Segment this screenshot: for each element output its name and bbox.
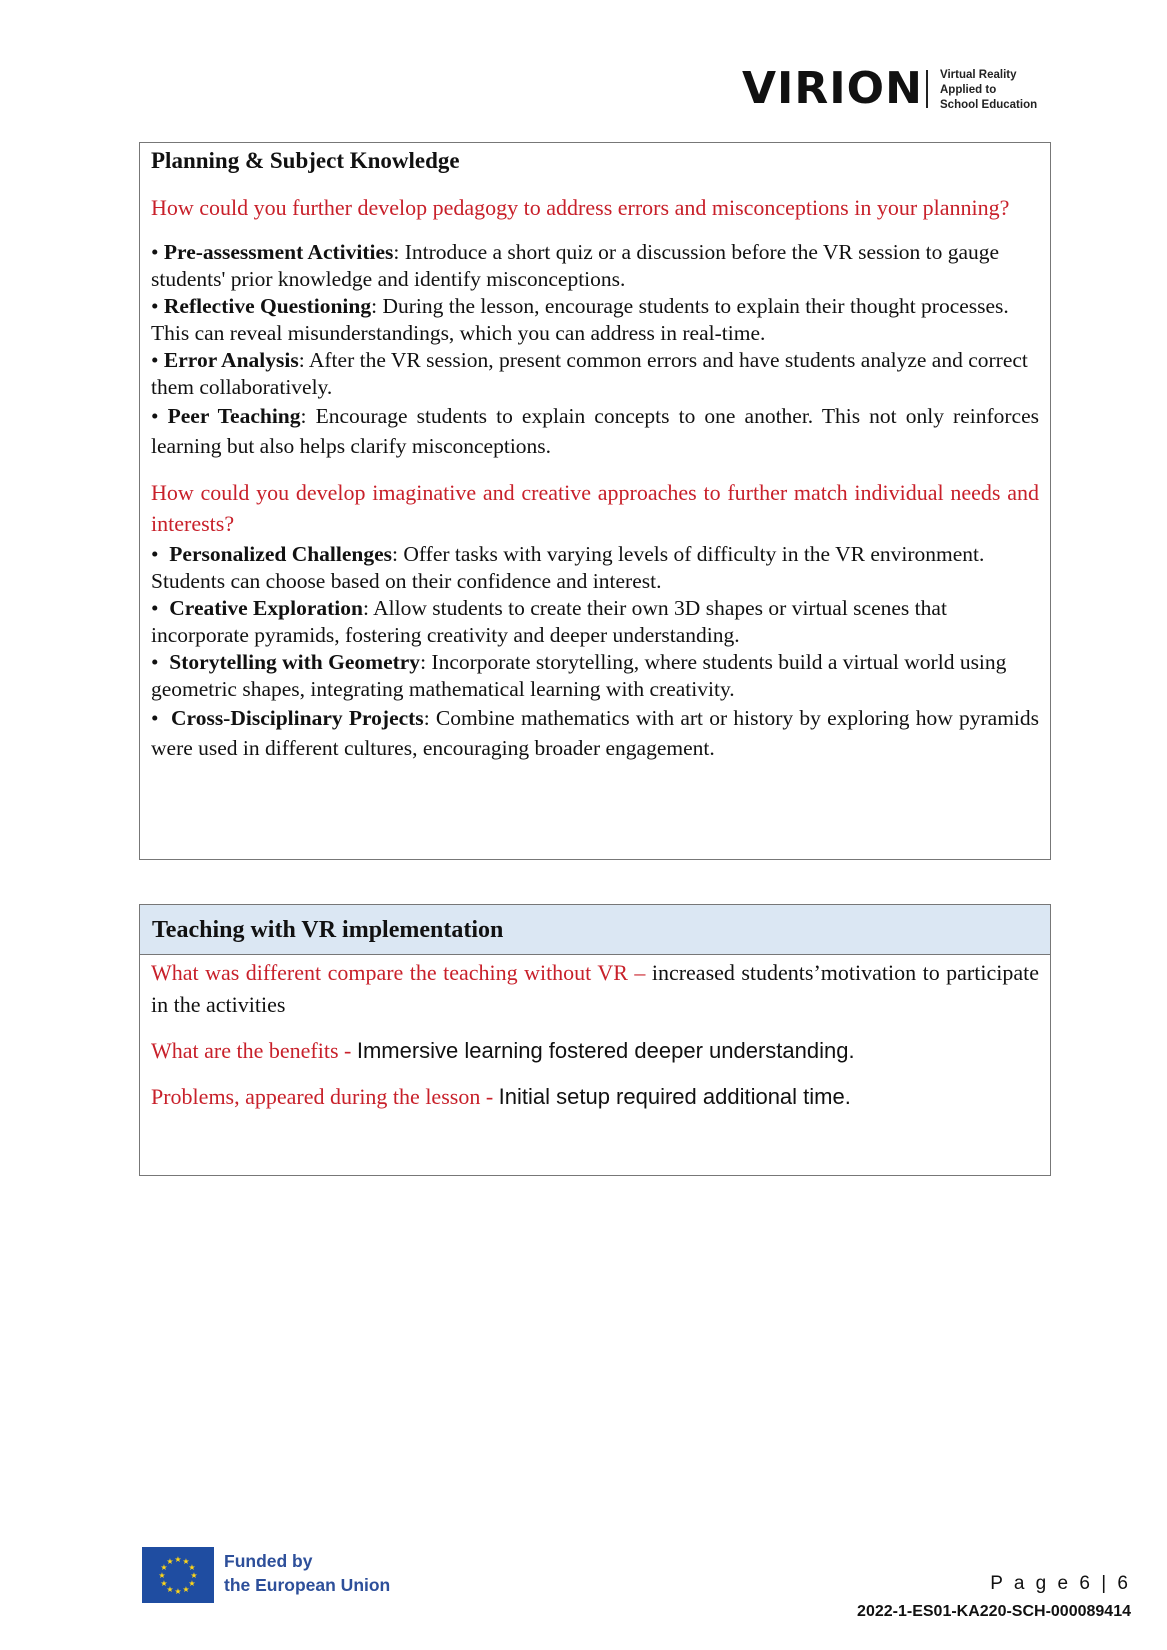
item-heading: Cross-Disciplinary Projects (171, 706, 424, 730)
svg-text:★: ★ (160, 1563, 168, 1572)
virion-logo (742, 62, 1052, 116)
planning-box (139, 142, 1051, 860)
eu-flag-icon (142, 1547, 214, 1603)
row-label: What are the benefits - (151, 1038, 357, 1063)
tagline-line-2: Applied to (940, 84, 997, 96)
item-text: : Introduce a short quiz or a discussion before the VR session to gauge students' prior knowledge and identify misconceptions. (151, 240, 1000, 291)
row-benefits (151, 1035, 1039, 1067)
misconceptions-list (151, 239, 1039, 461)
list-item: • Error Analysis: After the VR session, present common errors and have students analyze and correct them collaboratively. (151, 348, 1028, 399)
svg-text:★: ★ (190, 1571, 198, 1580)
svg-text:★: ★ (188, 1579, 196, 1588)
svg-text:★: ★ (188, 1563, 196, 1572)
item-heading: Reflective Questioning (163, 294, 372, 318)
item-text: : Allow students to create their own 3D shapes or virtual scenes that incorporate pyramids, fostering creativity and deeper understanding. (151, 596, 947, 647)
item-heading: Error Analysis (163, 348, 299, 372)
svg-text:★: ★ (158, 1571, 166, 1580)
question-creative: How could you develop imaginative and creative approaches to further match individual needs and interests? (151, 480, 1039, 536)
item-heading: Pre-assessment Activities (163, 240, 394, 264)
item-heading: Creative Exploration (169, 596, 363, 620)
row-answer: Immersive learning fostered deeper understanding. (356, 1038, 855, 1063)
list-item: • Storytelling with Geometry: Incorporate storytelling, where students build a virtual world using geometric shapes, integrating mathematical learning with creativity. (151, 650, 1007, 701)
item-heading: Peer Teaching (167, 404, 301, 428)
svg-text:★: ★ (160, 1579, 168, 1588)
item-text: : After the VR session, present common errors and have students analyze and correct them collaboratively. (151, 348, 1028, 399)
planning-title: Planning & Subject Knowledge (151, 148, 460, 173)
logo-divider (926, 70, 928, 108)
list-item: • Personalized Challenges: Offer tasks with varying levels of difficulty in the VR environment. Students can choose based on their confidence and interest. (151, 542, 985, 593)
item-text: : Combine mathematics with art or history by exploring how pyramids were used in different cultures, encouraging broader engagement. (151, 706, 1040, 760)
item-text: : During the lesson, encourage students to explain their thought processes. This can reveal misunderstandings, which you can address in real-time. (151, 294, 1009, 345)
item-heading: Personalized Challenges (169, 542, 393, 566)
row-problems (151, 1081, 1039, 1113)
vr-implementation-box (139, 904, 1051, 1176)
logo-wordmark: VIRION (742, 63, 923, 114)
item-text: : Encourage students to explain concepts to one another. This not only reinforces learning but also helps clarify misconceptions. (151, 404, 1039, 458)
list-item: • Cross-Disciplinary Projects: Combine mathematics with art or history by exploring how pyramids were used in different cultures, encouraging broader engagement. (151, 706, 1040, 760)
funded-line-2: the European Union (224, 1575, 391, 1595)
eu-funding-logo (142, 1547, 402, 1603)
svg-text:★: ★ (182, 1557, 190, 1566)
list-item: • Peer Teaching: Encourage students to explain concepts to one another. This not only reinforces learning but also helps clarify misconceptions. (151, 404, 1039, 458)
item-text: : Incorporate storytelling, where students build a virtual world using geometric shapes, integrating mathematical learning with creativity. (151, 650, 1007, 701)
eu-funding-text (224, 1549, 390, 1597)
row-label: What was different compare the teaching without VR – (151, 960, 652, 985)
logo-tagline (940, 68, 1037, 113)
item-text: : Offer tasks with varying levels of difficulty in the VR environment. Students can choose based on their confidence and interest. (151, 542, 985, 593)
item-heading: Storytelling with Geometry (169, 650, 421, 674)
list-item: • Reflective Questioning: During the lesson, encourage students to explain their thought processes. This can reveal misunderstandings, which you can address in real-time. (151, 294, 1009, 345)
funded-line-1: Funded by (224, 1551, 313, 1571)
page-number: P a g e 6 | 6 (990, 1573, 1131, 1594)
list-item: • Pre-assessment Activities: Introduce a short quiz or a discussion before the VR session to gauge students' prior knowledge and identify misconceptions. (151, 240, 1000, 291)
project-code: 2022-1-ES01-KA220-SCH-000089414 (857, 1603, 1131, 1620)
row-difference (151, 957, 1039, 1021)
eu-stars-icon (142, 1547, 214, 1603)
list-item: • Creative Exploration: Allow students to create their own 3D shapes or virtual scenes that incorporate pyramids, fostering creativity and deeper understanding. (151, 596, 947, 647)
tagline-line-1: Virtual Reality (940, 69, 1017, 81)
vr-implementation-title: Teaching with VR implementation (152, 917, 504, 943)
creative-list (151, 541, 1039, 763)
svg-text:★: ★ (174, 1555, 182, 1564)
tagline-line-3: School Education (940, 99, 1038, 111)
svg-text:★: ★ (174, 1587, 182, 1596)
row-answer: increased students’motivation to participate in the activities (151, 960, 1039, 1017)
row-label: Problems, appeared during the lesson - (151, 1084, 499, 1109)
question-misconceptions: How could you further develop pedagogy to address errors and misconceptions in your planning? (151, 195, 1010, 220)
svg-text:★: ★ (166, 1557, 174, 1566)
svg-text:★: ★ (166, 1585, 174, 1594)
svg-text:★: ★ (182, 1585, 190, 1594)
vr-implementation-header (140, 905, 1050, 955)
row-answer: Initial setup required additional time. (498, 1084, 851, 1109)
